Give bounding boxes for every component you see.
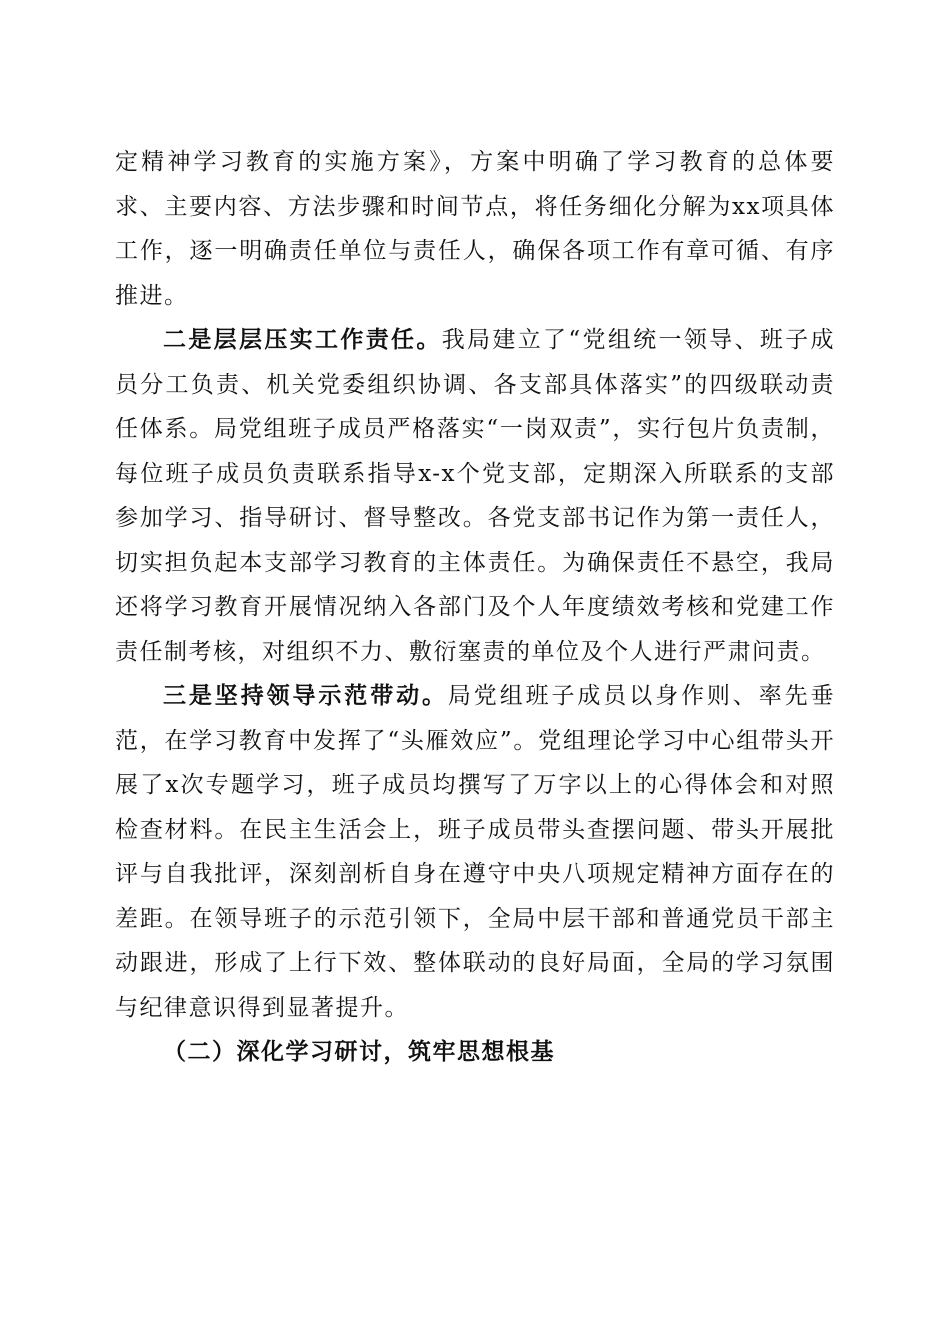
section-heading: （二）深化学习研讨，筑牢思想根基 (163, 1039, 555, 1065)
document-body (115, 140, 835, 1075)
paragraph-lead: 二是层层压实工作责任。 (163, 326, 442, 353)
paragraph-text: 我局建立了“党组统一领导、班子成员分工负责、机关党委组织协调、各支部具体落实”的四级联动责任体系。局党组班子成员严格落实“一岗双责”，实行包片负责制，每位班子成员负责联系指导x-x个党支部，定期深入所联系的支部参加学习、指导研讨、督导整改。各党支部书记作为第一责任人，切实担负起本支部学习教育的主体责任。为确保责任不悬空，我局还将学习教育开展情况纳入各部门及个人年度绩效考核和党建工作责任制考核，对组织不力、敷衍塞责的单位及个人进行严肃问责。 (115, 327, 836, 665)
paragraph-continuation (115, 140, 835, 318)
paragraph-text: 局党组班子成员以身作则、率先垂范，在学习教育中发挥了“头雁效应”。党组理论学习中心组带头开展了x次专题学习，班子成员均撰写了万字以上的心得体会和对照检查材料。在民主生活会上，班子成员带头查摆问题、带头开展批评与自我批评，深刻剖析自身在遵守中央八项规定精神方面存在的差距。在领导班子的示范引领下，全局中层干部和普通党员干部主动跟进，形成了上行下效、整体联动的良好局面，全局的学习氛围与纪律意识得到显著提升。 (115, 683, 836, 1021)
paragraph-leadership (115, 674, 835, 1030)
paragraph-responsibility (115, 318, 835, 674)
paragraph-lead: 三是坚持领导示范带动。 (163, 682, 448, 709)
paragraph-text: 定精神学习教育的实施方案》，方案中明确了学习教育的总体要求、主要内容、方法步骤和时间节点，将任务细化分解为xx项具体工作，逐一明确责任单位与责任人，确保各项工作有章可循、有序推进。 (115, 149, 835, 309)
